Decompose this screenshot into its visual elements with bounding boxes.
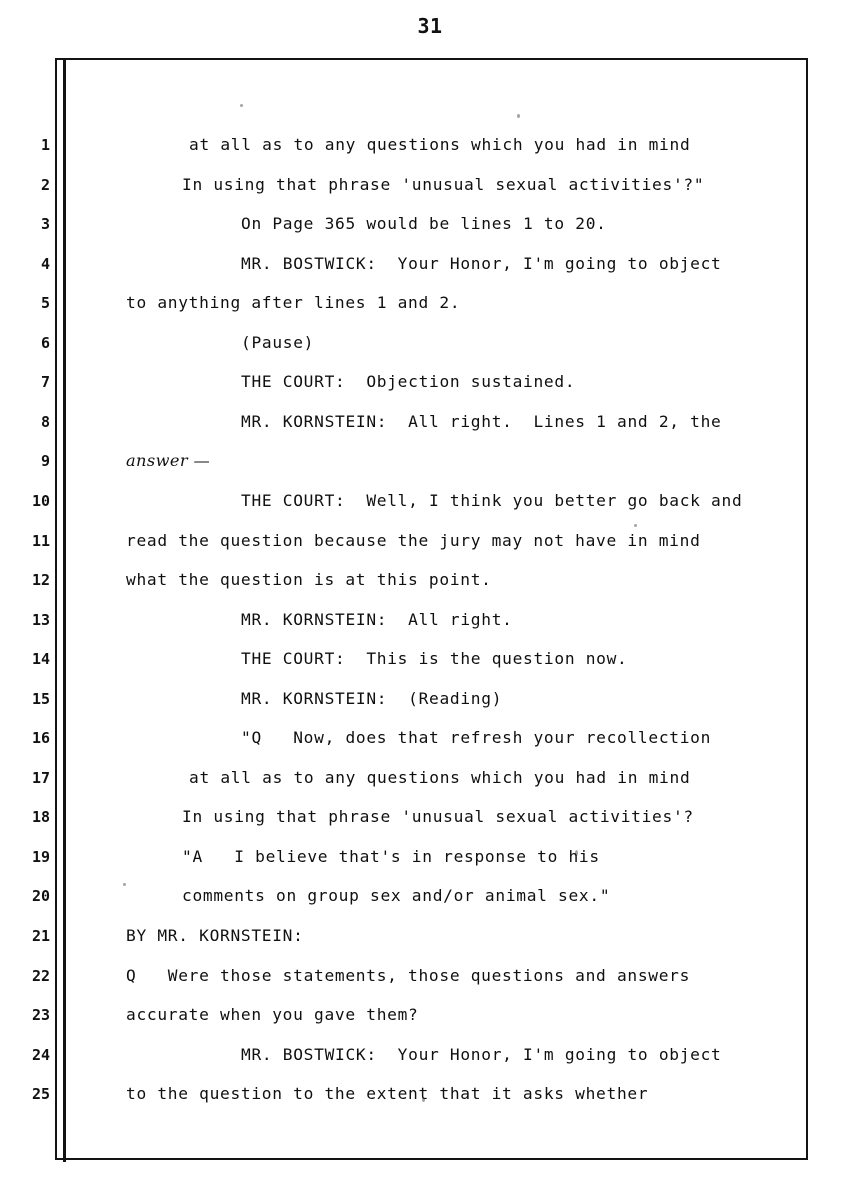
- transcript-line: [31, 883, 810, 923]
- line-number: 19: [31, 847, 50, 866]
- line-text: BY MR. KORNSTEIN:: [126, 926, 304, 945]
- transcript-line: [40, 211, 810, 251]
- transcript-line: [31, 607, 810, 647]
- page-number: 31: [417, 14, 443, 38]
- transcript-line: [31, 488, 810, 528]
- line-number: 4: [40, 254, 50, 273]
- line-text: to anything after lines 1 and 2.: [126, 293, 461, 313]
- line-number: 12: [31, 571, 50, 590]
- transcript-line: [40, 172, 810, 212]
- line-number: 23: [31, 1006, 50, 1025]
- line-number: 15: [31, 689, 50, 708]
- transcript-line: [40, 330, 810, 370]
- line-text: In using that phrase 'unusual sexual activities'?": [182, 174, 705, 194]
- line-text: THE COURT: Objection sustained.: [241, 372, 576, 392]
- line-text: at all as to any questions which you had in mind: [189, 135, 691, 154]
- line-text: "A I believe that's in response to his: [182, 846, 600, 866]
- line-text: THE COURT: Well, I think you better go back and: [241, 490, 743, 510]
- transcript-line: [31, 1042, 810, 1082]
- line-text: "Q Now, does that refresh your recollection: [241, 728, 712, 748]
- line-number: 3: [40, 215, 50, 234]
- transcript-line: [31, 804, 810, 844]
- transcript-line: [40, 251, 810, 291]
- line-number: 21: [31, 927, 50, 945]
- transcript-line: [31, 923, 810, 963]
- scan-speck: [517, 114, 520, 118]
- transcript-line: [31, 567, 810, 607]
- line-text: MR. BOSTWICK: Your Honor, I'm going to object: [241, 1044, 722, 1064]
- line-number: 20: [31, 887, 50, 906]
- line-text: MR. KORNSTEIN: All right. Lines 1 and 2, the: [241, 411, 722, 431]
- line-number: 17: [31, 768, 50, 787]
- transcript-line: [31, 765, 810, 805]
- line-text: accurate when you gave them?: [126, 1005, 419, 1025]
- line-text: THE COURT: This is the question now.: [241, 649, 628, 669]
- line-number: 2: [40, 175, 50, 194]
- line-number: 22: [31, 966, 50, 985]
- line-number: 18: [31, 808, 50, 827]
- line-number: 24: [31, 1045, 50, 1064]
- line-text: MR. KORNSTEIN: (Reading): [241, 688, 503, 708]
- transcript-line: [31, 963, 810, 1003]
- transcript-line: [40, 448, 810, 488]
- line-text: answer —: [126, 451, 211, 471]
- transcript-line: [31, 1002, 810, 1042]
- line-number: 8: [40, 412, 50, 431]
- line-number: 11: [31, 531, 50, 550]
- line-number: 10: [31, 491, 50, 510]
- line-number: 1: [40, 136, 50, 154]
- line-text: MR. KORNSTEIN: All right.: [241, 609, 513, 629]
- line-number: 5: [40, 294, 50, 313]
- transcript-page-box: [31, 58, 808, 1160]
- line-number: 7: [40, 373, 50, 392]
- transcript-line: [31, 1081, 810, 1121]
- line-number: 9: [40, 452, 50, 471]
- transcript-line: [40, 132, 810, 172]
- line-text: Q Were those statements, those questions and answers: [126, 965, 691, 985]
- line-number: 13: [31, 610, 50, 629]
- line-text: read the question because the jury may not have in mind: [126, 530, 701, 550]
- line-text: to the question to the extent that it asks whether: [126, 1084, 649, 1104]
- line-text: comments on group sex and/or animal sex.": [182, 886, 611, 906]
- line-number: 16: [31, 729, 50, 748]
- line-number: 25: [31, 1085, 50, 1104]
- line-text: On Page 365 would be lines 1 to 20.: [241, 214, 607, 234]
- line-number: 6: [40, 333, 50, 352]
- line-text: In using that phrase 'unusual sexual activities'?: [182, 807, 694, 827]
- line-text: MR. BOSTWICK: Your Honor, I'm going to object: [241, 253, 722, 273]
- transcript-line: [40, 409, 810, 449]
- transcript-line: [31, 528, 810, 568]
- line-text: at all as to any questions which you had in mind: [189, 767, 691, 787]
- line-number: 14: [31, 650, 50, 669]
- transcript-line: [40, 369, 810, 409]
- transcript-line: [31, 844, 810, 884]
- line-text: (Pause): [241, 332, 315, 352]
- scan-speck: [240, 104, 243, 107]
- transcript-line: [31, 686, 810, 726]
- transcript-line: [40, 290, 810, 330]
- transcript-line: [31, 725, 810, 765]
- transcript-line: [31, 646, 810, 686]
- line-text: what the question is at this point.: [126, 570, 492, 590]
